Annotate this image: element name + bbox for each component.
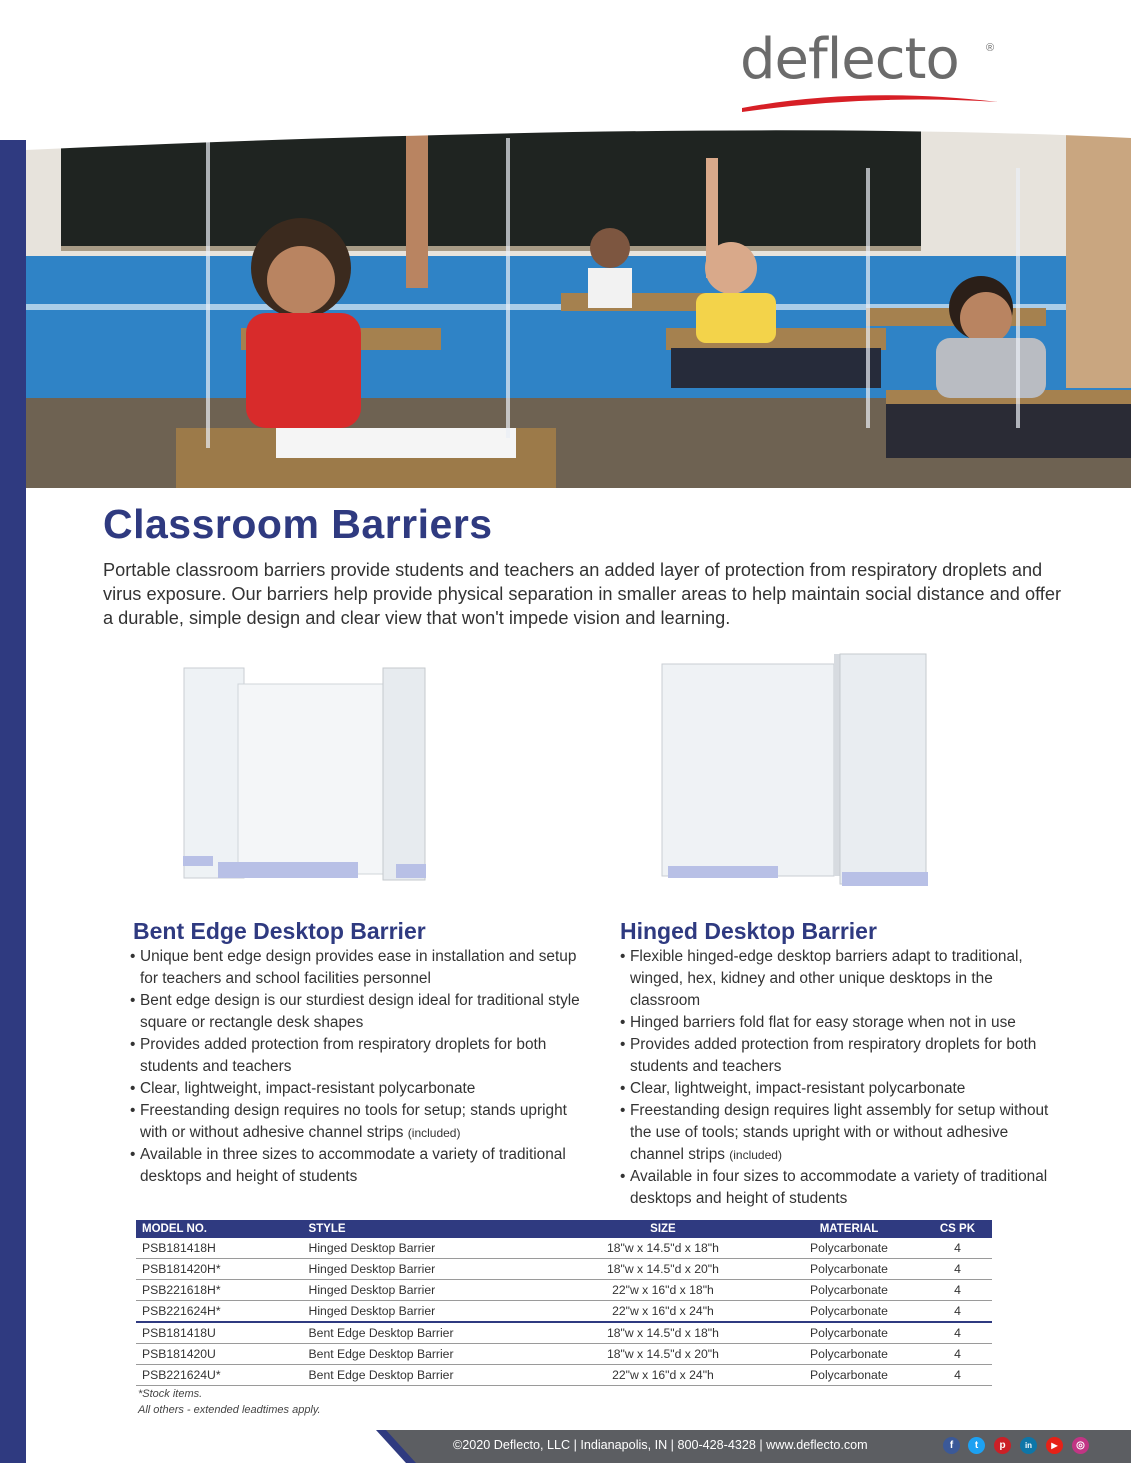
cell-model: PSB221624H* [136,1301,303,1323]
cell-material: Polycarbonate [775,1259,923,1280]
cell-model: PSB181420H* [136,1259,303,1280]
table-row [136,1365,992,1386]
list-item: • Hinged barriers fold flat for easy storage when not in use [620,1012,1050,1034]
intro-paragraph: Portable classroom barriers provide students and teachers an added layer of protection from respiratory droplets and virus exposure. Our barriers help provide physical separation in smaller areas to help maintain social distance and offer a durable, simple design and clear view that won't impede vision and learning. [103,560,1062,628]
header-material: MATERIAL [775,1220,923,1238]
cell-cs-pk: 4 [923,1280,992,1301]
list-item: • Clear, lightweight, impact-resistant polycarbonate [620,1078,1050,1100]
bent-edge-title: Bent Edge Desktop Barrier [133,918,426,944]
instagram-icon[interactable]: ◎ [1072,1437,1089,1454]
list-item: • Bent edge design is our sturdiest design ideal for traditional style square or rectangle desk shapes [130,990,590,1034]
left-accent-bar [0,140,26,1463]
cell-size: 18"w x 14.5"d x 20"h [551,1259,775,1280]
logo-registered-mark: ® [986,42,995,54]
table-row [136,1344,992,1365]
bent-edge-bullets [130,946,590,1188]
classroom-photo-icon [26,128,1131,488]
included-note: (included) [729,1148,782,1162]
cell-model: PSB181418H [136,1238,303,1259]
cell-cs-pk: 4 [923,1259,992,1280]
cell-style: Hinged Desktop Barrier [303,1280,551,1301]
table-row [136,1322,992,1344]
cell-style: Hinged Desktop Barrier [303,1238,551,1259]
list-item: • Provides added protection from respiratory droplets for both students and teachers [620,1034,1050,1078]
cell-cs-pk: 4 [923,1238,992,1259]
linkedin-icon[interactable]: in [1020,1437,1037,1454]
cell-model: PSB181420U [136,1344,303,1365]
table-header-row [136,1220,992,1238]
list-item: • Freestanding design requires no tools for setup; stands upright with or without adhesive channel strips (included) [130,1100,590,1144]
twitter-icon[interactable]: t [968,1437,985,1454]
table-notes [138,1386,321,1418]
leadtime-note: All others - extended leadtimes apply. [138,1404,321,1416]
header-size: SIZE [551,1220,775,1238]
cell-cs-pk: 4 [923,1344,992,1365]
header-model: MODEL NO. [136,1220,303,1238]
cell-material: Polycarbonate [775,1365,923,1386]
cell-material: Polycarbonate [775,1301,923,1323]
list-item: • Unique bent edge design provides ease in installation and setup for teachers and school facilities personnel [130,946,590,990]
cell-cs-pk: 4 [923,1365,992,1386]
table-row [136,1280,992,1301]
cell-size: 22"w x 16"d x 18"h [551,1280,775,1301]
cell-style: Bent Edge Desktop Barrier [303,1344,551,1365]
list-item: • Provides added protection from respiratory droplets for both students and teachers [130,1034,590,1078]
included-note: (included) [407,1126,461,1140]
cell-size: 18"w x 14.5"d x 20"h [551,1344,775,1365]
deflecto-logo [740,28,1020,118]
cell-size: 22"w x 16"d x 24"h [551,1301,775,1323]
hinged-bullets [620,946,1050,1210]
list-item: • Available in four sizes to accommodate a variety of traditional desktops and height of students [620,1166,1050,1210]
hero-classroom-photo [26,128,1131,488]
cell-size: 22"w x 16"d x 24"h [551,1365,775,1386]
cell-size: 18"w x 14.5"d x 18"h [551,1322,775,1344]
cell-style: Bent Edge Desktop Barrier [303,1365,551,1386]
cell-size: 18"w x 14.5"d x 18"h [551,1238,775,1259]
hinged-barrier-image [658,652,933,902]
spec-table [136,1220,992,1386]
cell-material: Polycarbonate [775,1344,923,1365]
cell-model: PSB221618H* [136,1280,303,1301]
logo-wordmark: deflecto [740,27,959,92]
list-item: • Available in three sizes to accommodate a variety of traditional desktops and height of students [130,1144,590,1188]
facebook-icon[interactable]: f [943,1437,960,1454]
pinterest-icon[interactable]: p [994,1437,1011,1454]
table-row [136,1238,992,1259]
cell-material: Polycarbonate [775,1280,923,1301]
cell-style: Hinged Desktop Barrier [303,1259,551,1280]
header-cs-pk: CS PK [923,1220,992,1238]
cell-material: Polycarbonate [775,1322,923,1344]
table-row [136,1301,992,1323]
footer-contact: ©2020 Deflecto, LLC | Indianapolis, IN | 800-428-4328 | www.deflecto.com [453,1438,868,1452]
cell-style: Bent Edge Desktop Barrier [303,1322,551,1344]
cell-cs-pk: 4 [923,1301,992,1323]
list-item: • Clear, lightweight, impact-resistant polycarbonate [130,1078,590,1100]
hinged-title: Hinged Desktop Barrier [620,918,877,944]
logo-swoosh-icon [740,90,1000,112]
youtube-icon[interactable]: ▶ [1046,1437,1063,1454]
list-item: • Freestanding design requires light assembly for setup without the use of tools; stands upright with or without adhesive channel strips (included) [620,1100,1050,1166]
bent-edge-barrier-image [178,660,433,900]
list-item: • Flexible hinged-edge desktop barriers adapt to traditional, winged, hex, kidney and other unique desktops in the classroom [620,946,1050,1012]
cell-model: PSB221624U* [136,1365,303,1386]
header-style: STYLE [303,1220,551,1238]
table-row [136,1259,992,1280]
cell-model: PSB181418U [136,1322,303,1344]
cell-cs-pk: 4 [923,1322,992,1344]
cell-style: Hinged Desktop Barrier [303,1301,551,1323]
page-title: Classroom Barriers [103,501,493,547]
stock-note: *Stock items. [138,1388,203,1400]
cell-material: Polycarbonate [775,1238,923,1259]
